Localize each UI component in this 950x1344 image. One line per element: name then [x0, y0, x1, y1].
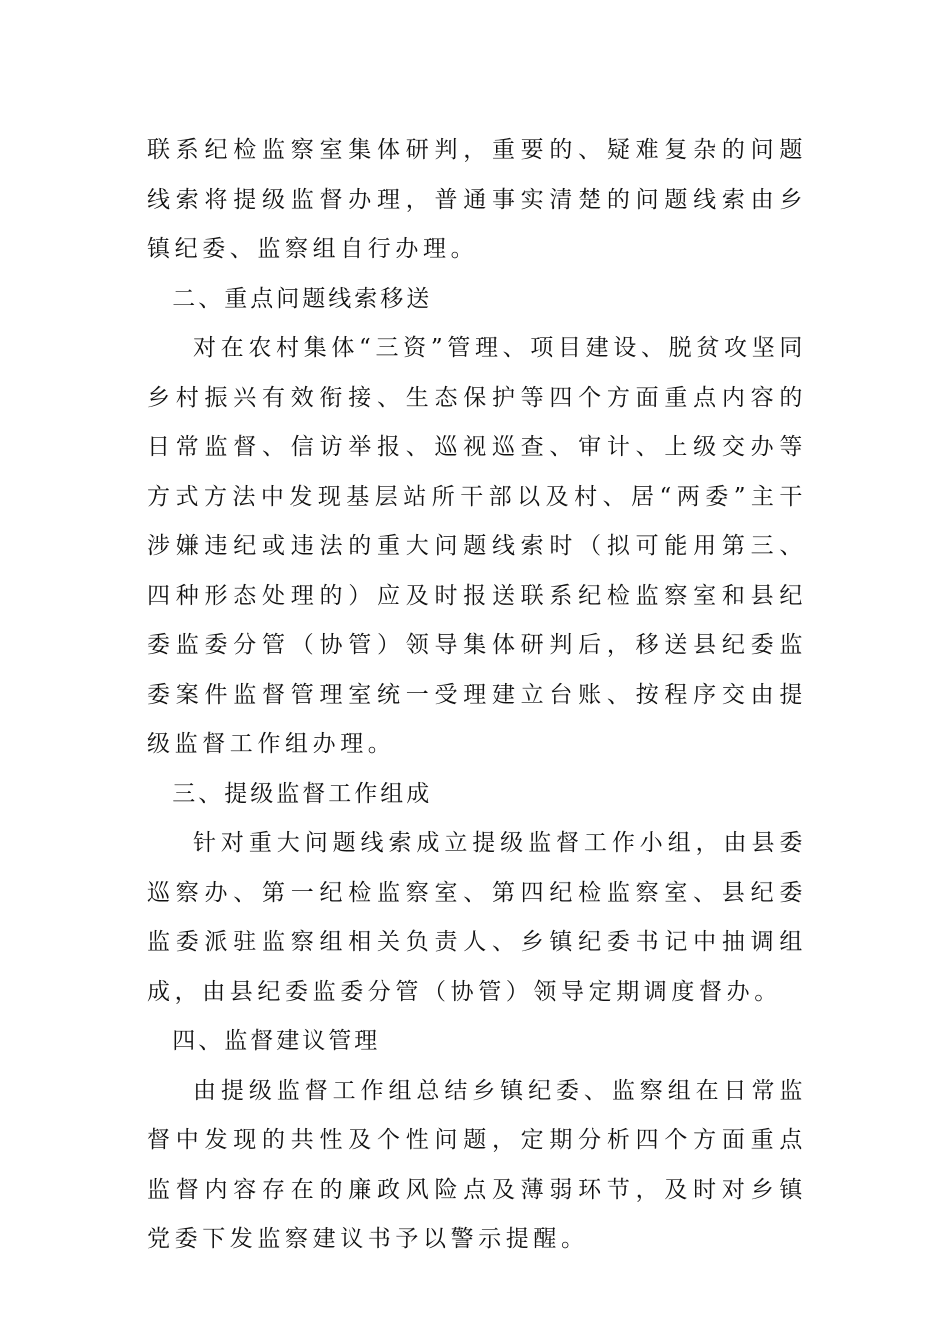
- section-heading-4: 四、监督建议管理: [172, 1028, 381, 1054]
- section-heading-3: 三、提级监督工作组成: [172, 780, 433, 807]
- document-body: [147, 126, 807, 1265]
- paragraph-section-4: 由提级监督工作组总结乡镇纪委、监察组在日常监督中发现的共性及个性问题，定期分析四个方面重点监督内容存在的廉政风险点及薄弱环节，及时对乡镇党委下发监察建议书予以警示提醒。: [147, 1077, 807, 1252]
- paragraph-section-3: 针对重大问题线索成立提级监督工作小组，由县委巡察办、第一纪检监察室、第四纪检监察室、县纪委监委派驻监察组相关负责人、乡镇纪委书记中抽调组成，由县纪委监委分管（协管）领导定期调度督办。: [147, 830, 807, 1005]
- paragraph-continuation: 联系纪检监察室集体研判，重要的、疑难复杂的问题线索将提级监督办理，普通事实清楚的问题线索由乡镇纪委、监察组自行办理。: [147, 137, 807, 262]
- paragraph-section-2: 对在农村集体“三资”管理、项目建设、脱贫攻坚同乡村振兴有效衔接、生态保护等四个方面重点内容的日常监督、信访举报、巡视巡查、审计、上级交办等方式方法中发现基层站所干部以及村、居“两委”主干涉嫌违纪或违法的重大问题线索时（拟可能用第三、四种形态处理的）应及时报送联系纪检监察室和县纪委监委分管（协管）领导集体研判后，移送县纪委监委案件监督管理室统一受理建立台账、按程序交由提级监督工作组办理。: [147, 335, 807, 757]
- section-heading-2: 二、重点问题线索移送: [172, 285, 433, 312]
